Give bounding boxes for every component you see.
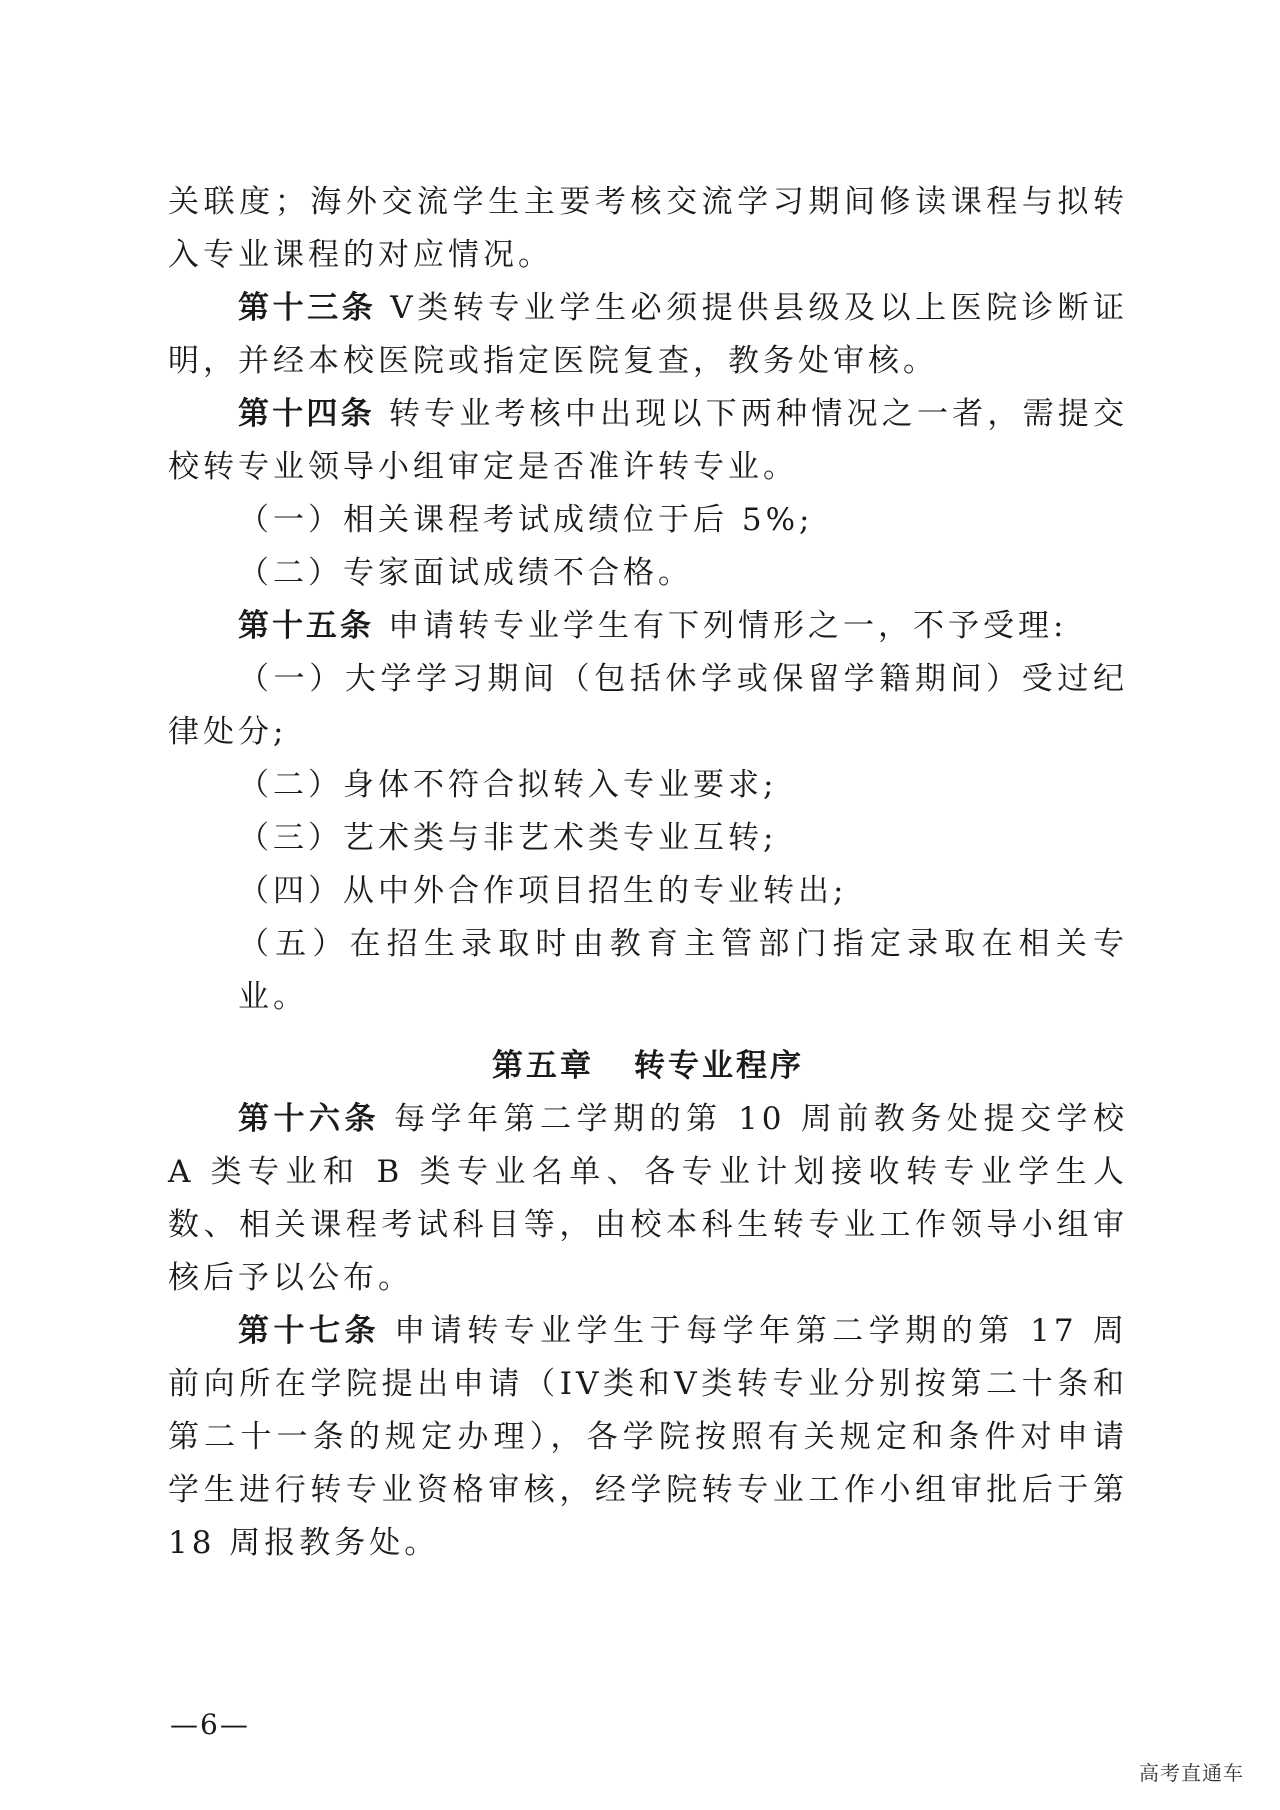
article-13-label: 第十三条 bbox=[238, 290, 377, 326]
article-14-item-2: （二）专家面试成绩不合格。 bbox=[238, 555, 693, 591]
article-16-label: 第十六条 bbox=[238, 1101, 381, 1137]
article-17-label: 第十七条 bbox=[238, 1313, 381, 1349]
article-15-item-5: （五）在招生录取时由教育主管部门指定录取在相关专业。 bbox=[238, 926, 1128, 1015]
article-15-text: 申请转专业学生有下列情形之一，不予受理: bbox=[388, 608, 1068, 644]
article-15-item-1: （一）大学学习期间（包括休学或保留学籍期间）受过纪律处分; bbox=[168, 661, 1128, 750]
article-14-item-1: （一）相关课程考试成绩位于后 5%; bbox=[238, 502, 814, 538]
article-14 bbox=[168, 388, 1128, 494]
article-15-item-2: （二）身体不符合拟转入专业要求; bbox=[238, 767, 778, 803]
article-16-text: 每学年第二学期的第 10 周前教务处提交学校 A 类专业和 B 类专业名单、各专业计划接收转专业学生人数、相关课程考试科目等，由校本科生转专业工作领导小组审核后予以公布。 bbox=[168, 1101, 1128, 1296]
article-16 bbox=[168, 1093, 1128, 1305]
article-15-label: 第十五条 bbox=[238, 608, 374, 644]
document-body bbox=[168, 176, 1128, 1570]
article-14-text: 转专业考核中出现以下两种情况之一者，需提交校转专业领导小组审定是否准许转专业。 bbox=[168, 396, 1129, 485]
article-15-item-4: （四）从中外合作项目招生的专业转出; bbox=[238, 873, 848, 909]
watermark-text: 高考直通车 bbox=[1139, 1761, 1244, 1785]
article-17 bbox=[168, 1305, 1128, 1570]
article-14-label: 第十四条 bbox=[238, 396, 375, 432]
paragraph-continuation: 关联度；海外交流学生主要考核交流学习期间修读课程与拟转入专业课程的对应情况。 bbox=[168, 184, 1128, 273]
article-13-text: V类转专业学生必须提供县级及以上医院诊断证明，并经本校医院或指定医院复查，教务处审核。 bbox=[168, 290, 1129, 379]
article-13 bbox=[168, 282, 1128, 388]
chapter-number: 第五章 bbox=[492, 1048, 594, 1084]
page-number: —6— bbox=[170, 1708, 250, 1741]
article-17-text: 申请转专业学生于每学年第二学期的第 17 周前向所在学院提出申请（IV类和V类转专业分别按第二十条和第二十一条的规定办理），各学院按照有关规定和条件对申请学生进行转专业资格审核，经学院转专业工作小组审批后于第 18 周报教务处。 bbox=[168, 1313, 1128, 1561]
chapter-title: 转专业程序 bbox=[634, 1048, 804, 1084]
chapter-heading bbox=[168, 1040, 1128, 1093]
article-15-item-3: （三）艺术类与非艺术类专业互转; bbox=[238, 820, 778, 856]
article-15 bbox=[168, 600, 1128, 653]
